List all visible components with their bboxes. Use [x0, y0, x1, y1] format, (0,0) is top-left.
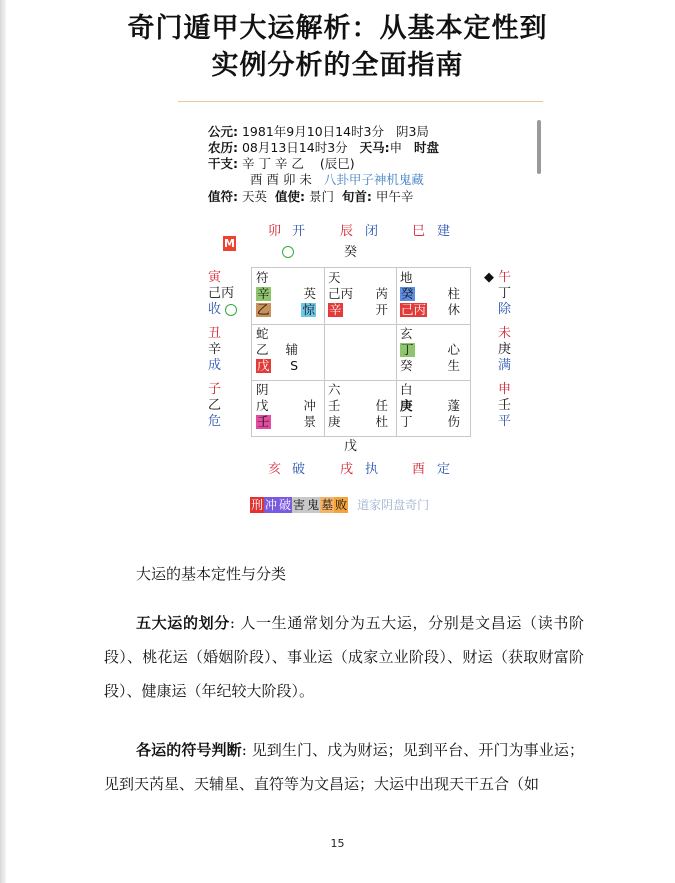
top-zhi-1: 卯 — [268, 224, 282, 239]
left-zhi-2: 丑 — [208, 326, 222, 341]
palace-cell-3 — [396, 268, 468, 324]
section-heading: 大运的基本定性与分类 — [136, 565, 287, 583]
cell3-tian: 癸 — [401, 286, 414, 301]
bottom-gan: 戊 — [344, 439, 358, 454]
info-row-ganzhi-zhi — [250, 170, 424, 188]
cell7-door: 景 — [303, 414, 316, 429]
top-zhi-3: 巳 — [412, 224, 426, 239]
page-title-line2: 实例分析的全面指南 — [211, 50, 464, 81]
nongli-value: 08月13日14时3分 — [241, 140, 348, 155]
title-divider — [178, 101, 543, 102]
legend-chong: 冲 — [265, 498, 278, 512]
paragraph-2 — [104, 733, 584, 801]
legend — [250, 497, 430, 513]
cell3-god: 地 — [400, 270, 413, 285]
top-jian-2: 闭 — [365, 224, 379, 239]
cell2-tian: 己丙 — [328, 286, 354, 301]
right-gan-2: 庚 — [498, 342, 512, 357]
cell1-di: 乙 — [257, 302, 270, 317]
cell9-door: 伤 — [447, 414, 460, 429]
cell6-god: 玄 — [400, 326, 413, 341]
top-gan: 癸 — [344, 245, 358, 260]
bottom-jian-3: 定 — [437, 462, 451, 477]
cell4-tian: 乙 — [256, 342, 269, 357]
top-zhi-2: 辰 — [340, 224, 354, 239]
legend-name: 道家阴盘奇门 — [357, 498, 430, 512]
gongli-value: 1981年9月10日14时3分 — [241, 124, 385, 139]
ju-value: 阴3局 — [395, 124, 429, 139]
left-jian-1: 收 — [208, 302, 222, 317]
gongli-label: 公元: — [208, 124, 238, 139]
circle-marker-top — [282, 246, 294, 258]
cell3-star: 柱 — [447, 286, 460, 301]
palace-cell-8 — [324, 380, 396, 436]
right-gan-3: 壬 — [498, 398, 512, 413]
zhifu-label: 值符: — [208, 189, 238, 204]
cell2-di: 辛 — [329, 302, 342, 317]
cell7-star: 冲 — [303, 398, 316, 413]
cell9-star: 蓬 — [447, 398, 460, 413]
cell2-door: 开 — [375, 302, 388, 317]
m-marker: M — [224, 237, 235, 250]
cell8-di: 庚 — [328, 414, 341, 429]
right-zhi-2: 未 — [498, 326, 512, 341]
page-title-line1: 奇门遁甲大运解析：从基本定性到 — [127, 13, 548, 44]
left-gan-3: 乙 — [208, 398, 222, 413]
cell6-di: 癸 — [400, 358, 413, 373]
legend-bai: 败 — [335, 498, 348, 512]
legend-hai: 害 — [293, 498, 306, 512]
legend-xing: 刑 — [251, 498, 264, 512]
cell1-god: 符 — [256, 270, 269, 285]
left-gan-1: 己丙 — [208, 286, 235, 301]
left-gan-2: 辛 — [208, 342, 222, 357]
cell7-tian: 戊 — [256, 398, 269, 413]
ganzhi-zhi: 酉 酉 卯 未 — [250, 172, 312, 187]
cell8-door: 杜 — [375, 414, 388, 429]
cell2-god: 天 — [328, 270, 341, 285]
cell6-star: 心 — [447, 342, 460, 357]
info-row-zhifu — [208, 187, 413, 205]
zhifu-value: 天英 — [241, 189, 267, 204]
legend-gui: 鬼 — [307, 498, 320, 512]
nongli-label: 农历: — [208, 140, 238, 155]
bottom-zhi-3: 酉 — [412, 462, 426, 477]
paragraph-1 — [104, 606, 584, 708]
page-edge — [0, 0, 6, 883]
circle-marker-left — [225, 304, 237, 316]
cell4-door: S — [290, 358, 298, 373]
palace-cell-1 — [252, 268, 324, 324]
right-jian-3: 平 — [498, 414, 512, 429]
tianma-label: 天马: — [359, 140, 390, 155]
cell9-tian: 庚 — [400, 398, 413, 413]
cell2-star: 芮 — [375, 286, 388, 301]
bottom-zhi-1: 亥 — [268, 462, 282, 477]
right-zhi-1: 午 — [498, 270, 512, 285]
cell6-door: 生 — [447, 358, 460, 373]
palace-cell-9 — [396, 380, 468, 436]
paragraph-2-text: : 见到生门、戊为财运；见到平台、开门为事业运；见到天芮星、天辅星、直符等为文昌运；大运中出现天干五合（如 — [104, 741, 584, 793]
right-zhi-3: 申 — [498, 382, 512, 397]
bottom-jian-1: 破 — [292, 462, 306, 477]
cell7-god: 阴 — [256, 382, 269, 397]
cell1-door: 惊 — [302, 302, 315, 317]
palace-cell-2 — [324, 268, 396, 324]
zhishi-value: 景门 — [308, 189, 334, 204]
right-jian-1: 除 — [498, 302, 512, 317]
cell6-tian: 丁 — [401, 342, 414, 357]
cell7-di: 壬 — [257, 414, 270, 429]
xunshou-label: 旬首: — [341, 189, 372, 204]
zhishi-label: 值使: — [274, 189, 305, 204]
cell3-door: 休 — [447, 302, 460, 317]
paragraph-2-lead: 各运的符号判断 — [136, 741, 242, 759]
top-jian-3: 建 — [437, 224, 451, 239]
right-gan-1: 丁 — [498, 286, 512, 301]
legend-po: 破 — [279, 498, 292, 512]
left-jian-3: 危 — [208, 414, 222, 429]
cell1-tian: 辛 — [257, 286, 270, 301]
cell1-star: 英 — [303, 286, 316, 301]
cell9-di: 丁 — [400, 414, 413, 429]
cell8-god: 六 — [328, 382, 341, 397]
cell8-tian: 壬 — [328, 398, 341, 413]
palace-cell-7 — [252, 380, 324, 436]
shipan-label: 时盘 — [414, 140, 440, 155]
top-jian-1: 开 — [292, 224, 306, 239]
ganzhi-extra: (辰巳) — [319, 156, 355, 171]
cell8-star: 任 — [375, 398, 388, 413]
cell4-god: 蛇 — [256, 326, 269, 341]
app-tag: 八卦甲子神机鬼藏 — [323, 172, 424, 187]
palace-cell-4 — [252, 324, 324, 380]
cell3-di: 己丙 — [401, 302, 427, 317]
paragraph-1-text: : 人一生通常划分为五大运，分别是文昌运（读书阶段）、桃花运（婚姻阶段）、事业运（成家立业阶段）、财运（获取财富阶段）、健康运（年纪较大阶段）。 — [104, 614, 584, 700]
left-zhi-3: 子 — [208, 382, 222, 397]
page-number: 15 — [330, 837, 345, 850]
bottom-jian-2: 执 — [365, 462, 379, 477]
left-zhi-1: 寅 — [208, 270, 222, 285]
cell4-star: 辅 — [285, 342, 298, 357]
right-jian-2: 满 — [498, 358, 512, 373]
paragraph-1-lead: 五大运的划分 — [136, 614, 230, 632]
bottom-zhi-2: 戌 — [340, 462, 354, 477]
legend-mu: 墓 — [321, 498, 334, 512]
scrollbar[interactable] — [537, 120, 541, 174]
left-jian-2: 成 — [208, 358, 222, 373]
cell4-di: 戊 — [257, 358, 270, 373]
cell9-god: 白 — [400, 382, 413, 397]
ganzhi-label: 干支: — [208, 156, 238, 171]
right-mark: ◆ — [484, 270, 494, 285]
ganzhi-gan: 辛 丁 辛 乙 — [241, 156, 304, 171]
tianma-value: 申 — [389, 140, 403, 155]
xunshou-value: 甲午辛 — [375, 189, 414, 204]
palace-grid — [251, 267, 471, 437]
palace-cell-6 — [396, 324, 468, 380]
